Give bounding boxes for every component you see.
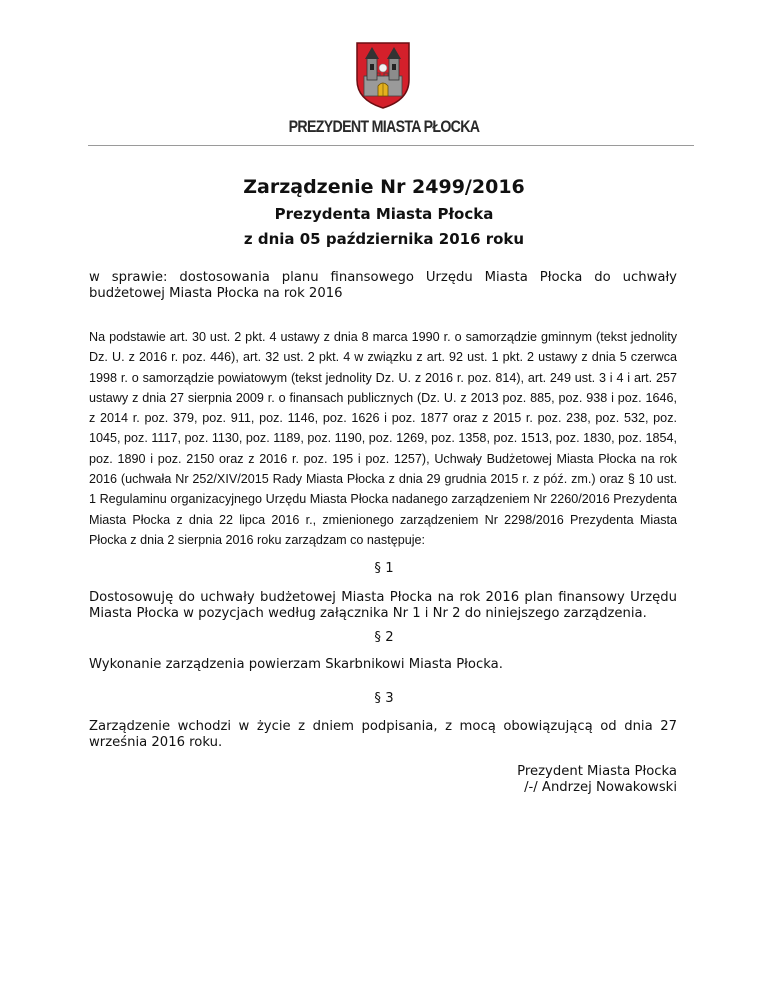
signature-name: /-/ Andrzej Nowakowski [524,780,677,795]
section-3-sign: § 3 [374,691,394,706]
signature-role: Prezydent Miasta Płocka [517,764,677,779]
section-2-sign: § 2 [374,630,394,645]
city-coat-of-arms-icon [354,40,412,110]
document-subject: w sprawie: dostosowania planu finansowego Urzędu Miasta Płocka do uchwały budżetowej Miasta Płocka na rok 2016 [89,270,677,301]
section-2-text: Wykonanie zarządzenia powierzam Skarbnikowi Miasta Płocka. [89,657,503,672]
signature-block [517,764,677,796]
document-title: Zarządzenie Nr 2499/2016 [243,176,525,198]
document-date: z dnia 05 października 2016 roku [243,230,525,248]
section-1-sign: § 1 [374,561,394,576]
legal-basis-paragraph: Na podstawie art. 30 ust. 2 pkt. 4 ustawy z dnia 8 marca 1990 r. o samorządzie gminnym (tekst jednolity Dz. U. z 2016 r. poz. 446), art. 32 ust. 2 pkt. 4 w związku z art. 92 ust. 1 pkt. 2 ustawy z dnia 5 czerwca 1998 r. o samorządzie powiatowym (tekst jednolity Dz. U. z 2016 r. poz. 814), art. 249 ust. 3 i 4 i art. 257 ustawy z dnia 27 sierpnia 2009 r. o finansach publicznych (Dz. U. z 2013 poz. 885, poz. 938 i poz. 1646, z 2014 r. poz. 379, poz. 911, poz. 1146, poz. 1626 i poz. 1877 oraz z 2015 r. poz. 238, poz. 532, poz. 1045, poz. 1117, poz. 1130, poz. 1189, poz. 1190, poz. 1269, poz. 1358, poz. 1513, poz. 1830, poz. 1854, poz. 1890 i poz. 2150 oraz z 2016 r. poz. 195 i poz. 1257), Uchwały Budżetowej Miasta Płocka na rok 2016 (uchwała Nr 252/XIV/2015 Rady Miasta Płocka z dnia 29 grudnia 2015 r. z póź. zm.) oraz § 10 ust. 1 Regulaminu organizacyjnego Urzędu Miasta Płocka nadanego zarządzeniem Nr 2260/2016 Prezydenta Miasta Płocka z dnia 22 lipca 2016 r., zmienionego zarządzeniem Nr 2298/2016 Prezydenta Miasta Płocka z dnia 2 sierpnia 2016 roku zarządzam co następuje: [89,330,677,547]
document-issuer: Prezydenta Miasta Płocka [274,205,494,223]
header-divider [88,145,694,146]
section-3-text: Zarządzenie wchodzi w życie z dniem podpisania, z mocą obowiązującą od dnia 27 września 2016 roku. [89,719,677,750]
issuing-authority-header: PREZYDENT MIASTA PŁOCKA [288,118,480,136]
section-1-text: Dostosowuję do uchwały budżetowej Miasta Płocka na rok 2016 plan finansowy Urzędu Miasta Płocka w pozycjach według załącznika Nr 1 i Nr 2 do niniejszego zarządzenia. [89,590,677,621]
